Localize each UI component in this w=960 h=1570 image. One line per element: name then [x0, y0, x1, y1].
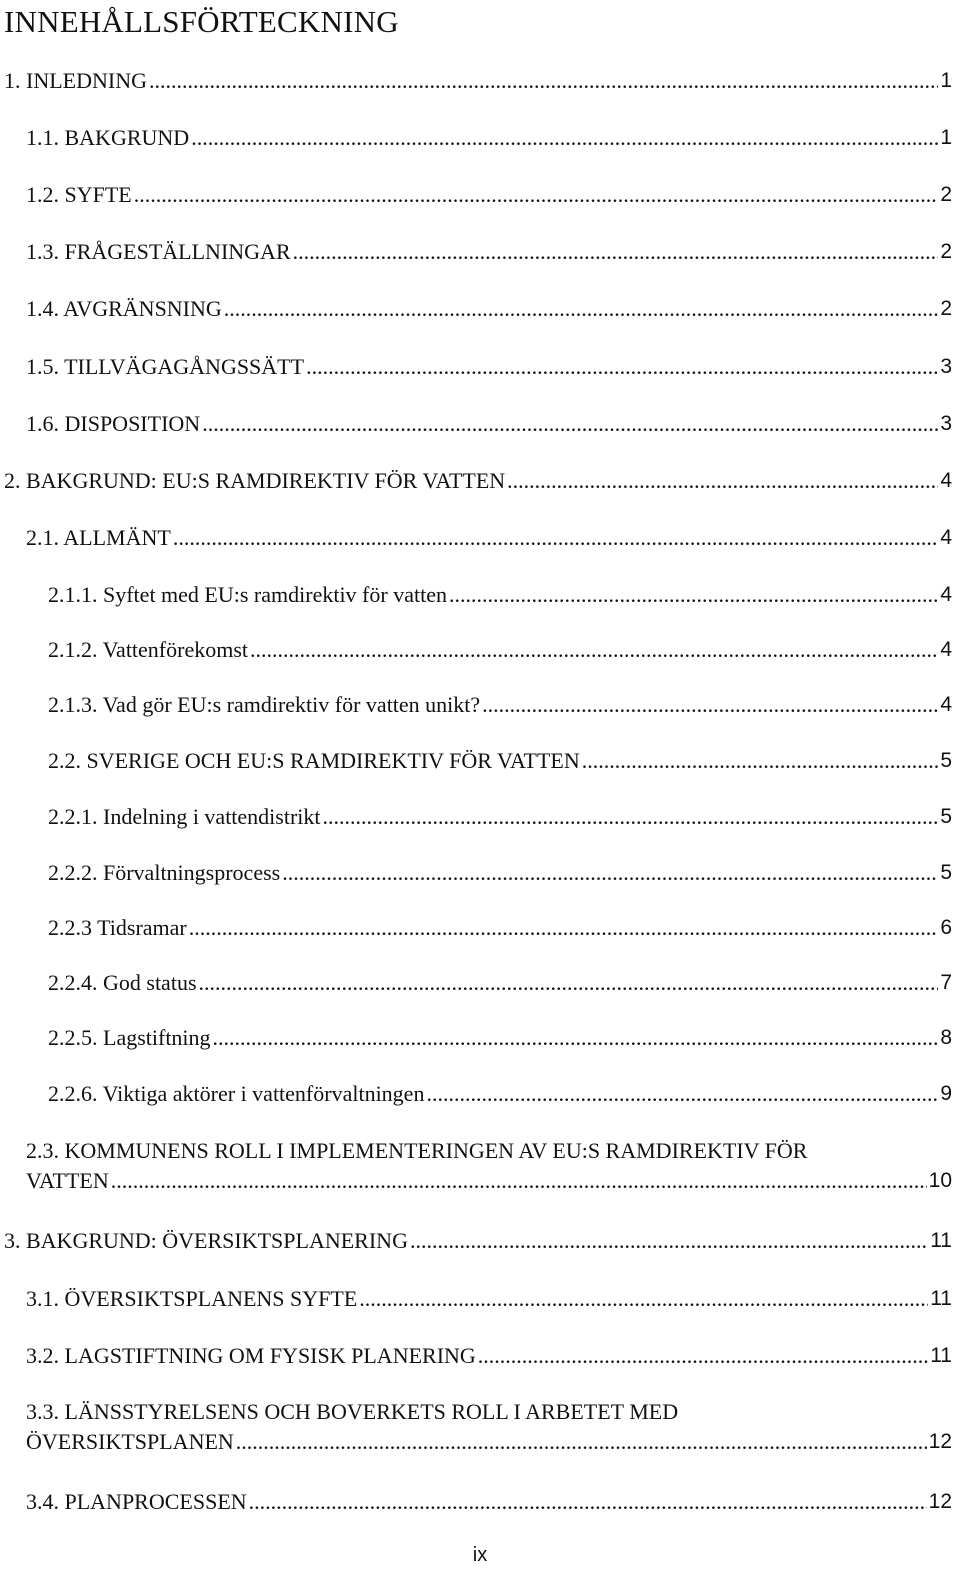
- page-number: ix: [472, 1544, 488, 1566]
- toc-entry[interactable]: [26, 237, 952, 267]
- toc-title: INNEHÅLLSFÖRTECKNING: [4, 4, 399, 39]
- toc-entry-page: 4: [940, 526, 952, 549]
- toc-entry-page: 8: [940, 1026, 952, 1049]
- toc-entry-page: 4: [940, 469, 952, 492]
- toc-entry-page: 3: [940, 412, 952, 435]
- toc-entry-label: 1.4. AVGRÄNSNING: [26, 296, 222, 321]
- dot-leader: [149, 66, 938, 96]
- dot-leader: [236, 1427, 927, 1457]
- toc-entry-page: 2: [940, 297, 952, 320]
- dot-leader: [306, 352, 938, 382]
- toc-entry-label: 2.2. SVERIGE OCH EU:S RAMDIREKTIV FÖR VATTEN: [48, 748, 580, 773]
- toc-entry-page: 12: [928, 1430, 952, 1453]
- toc-entry-label: 1.6. DISPOSITION: [26, 411, 201, 436]
- toc-entry-label-continued: ÖVERSIKTSPLANEN: [26, 1429, 234, 1454]
- dot-leader: [507, 466, 938, 496]
- toc-entry[interactable]: [48, 690, 952, 720]
- toc-entry-page: 4: [940, 693, 952, 716]
- toc-entry[interactable]: [26, 123, 952, 153]
- toc-entry[interactable]: [26, 1341, 952, 1371]
- toc-entry-label: 2.2.2. Förvaltningsprocess: [48, 860, 281, 885]
- toc-entry[interactable]: [48, 913, 952, 943]
- toc-entry-page: 2: [940, 240, 952, 263]
- toc-entry-page: 1: [940, 69, 952, 92]
- toc-entry[interactable]: [26, 180, 952, 210]
- dot-leader: [213, 1023, 939, 1053]
- dot-leader: [359, 1284, 928, 1314]
- toc-entry-label: 2.1. ALLMÄNT: [26, 525, 171, 550]
- dot-leader: [410, 1226, 928, 1256]
- toc-entry-label: 1.1. BAKGRUND: [26, 125, 190, 150]
- toc-entry[interactable]: [4, 1226, 952, 1256]
- toc-entry-page: 1: [940, 126, 952, 149]
- toc-entry-page: 7: [940, 971, 952, 994]
- toc-entry-label: 3.4. PLANPROCESSEN: [26, 1489, 247, 1514]
- dot-leader: [478, 1341, 928, 1371]
- toc-entry-page: 9: [940, 1082, 952, 1105]
- dot-leader: [250, 635, 938, 665]
- toc-entry-page: 11: [930, 1344, 952, 1367]
- toc-entry[interactable]: [48, 968, 952, 998]
- dot-leader: [224, 294, 939, 324]
- toc-entry-page: 4: [940, 638, 952, 661]
- toc-entry-page: 5: [940, 861, 952, 884]
- toc-entry[interactable]: [48, 802, 952, 832]
- toc-entry[interactable]: [48, 858, 952, 888]
- dot-leader: [293, 237, 939, 267]
- toc-entry[interactable]: [48, 580, 952, 610]
- dot-leader: [282, 858, 938, 888]
- toc-entry-label: 1. INLEDNING: [4, 68, 147, 93]
- dot-leader: [191, 123, 938, 153]
- toc-entry[interactable]: [26, 1487, 952, 1517]
- toc-entry-label: 2.2.6. Viktiga aktörer i vattenförvaltningen: [48, 1081, 425, 1106]
- toc-entry-label-continued: VATTEN: [26, 1168, 109, 1193]
- toc-entry-page: 5: [940, 805, 952, 828]
- toc-entry-label: 3.2. LAGSTIFTNING OM FYSISK PLANERING: [26, 1343, 476, 1368]
- toc-entry-page: 5: [940, 749, 952, 772]
- toc-entry-label: 3. BAKGRUND: ÖVERSIKTSPLANERING: [4, 1228, 408, 1253]
- dot-leader: [323, 802, 939, 832]
- toc-entry-label: 2.1.1. Syftet med EU:s ramdirektiv för vatten: [48, 582, 447, 607]
- toc-entry[interactable]: [26, 352, 952, 382]
- toc-entry-page: 11: [930, 1229, 952, 1252]
- toc-entry-page: 11: [930, 1287, 952, 1310]
- dot-leader: [426, 1079, 938, 1109]
- toc-entry-label: 2. BAKGRUND: EU:S RAMDIREKTIV FÖR VATTEN: [4, 468, 506, 493]
- toc-entry-page: 12: [928, 1490, 952, 1513]
- toc-entry-label: 2.2.5. Lagstiftning: [48, 1025, 211, 1050]
- dot-leader: [482, 690, 938, 720]
- dot-leader: [202, 409, 938, 439]
- toc-entry[interactable]: [26, 409, 952, 439]
- dot-leader: [199, 968, 939, 998]
- dot-leader: [189, 913, 939, 943]
- toc-entry[interactable]: [26, 294, 952, 324]
- toc-entry[interactable]: [48, 1079, 952, 1109]
- toc-entry[interactable]: [4, 66, 952, 96]
- toc-entry[interactable]: [48, 1023, 952, 1053]
- toc-entry-page: 10: [928, 1169, 952, 1192]
- dot-leader: [582, 746, 939, 776]
- dot-leader: [173, 523, 938, 553]
- dot-leader: [449, 580, 938, 610]
- toc-entry-page: 3: [940, 355, 952, 378]
- toc-entry[interactable]: [4, 466, 952, 496]
- toc-entry-label: 1.2. SYFTE: [26, 182, 132, 207]
- toc-entry-label: 2.1.2. Vattenförekomst: [48, 637, 249, 662]
- toc-entry[interactable]: [26, 523, 952, 553]
- toc-entry-label: 3.3. LÄNSSTYRELSENS OCH BOVERKETS ROLL I ARBETET MED: [26, 1399, 679, 1424]
- toc-entry-page: 2: [940, 183, 952, 206]
- toc-entry[interactable]: [26, 1284, 952, 1314]
- toc-entry[interactable]: [48, 635, 952, 665]
- toc-entry[interactable]: [26, 1397, 952, 1457]
- toc-entry-page: 6: [940, 916, 952, 939]
- dot-leader: [249, 1487, 927, 1517]
- dot-leader: [111, 1166, 927, 1196]
- toc-entry-label: 2.1.3. Vad gör EU:s ramdirektiv för vatten unikt?: [48, 692, 481, 717]
- toc-entry[interactable]: [48, 746, 952, 776]
- toc-entry[interactable]: [26, 1136, 952, 1196]
- toc-entry-label: 2.2.3 Tidsramar: [48, 915, 187, 940]
- toc-entry-label: 2.3. KOMMUNENS ROLL I IMPLEMENTERINGEN AV EU:S RAMDIREKTIV FÖR: [26, 1138, 808, 1163]
- toc-entry-label: 2.2.1. Indelning i vattendistrikt: [48, 804, 321, 829]
- toc-entry-label: 3.1. ÖVERSIKTSPLANENS SYFTE: [26, 1286, 358, 1311]
- toc-entry-label: 2.2.4. God status: [48, 970, 197, 995]
- dot-leader: [134, 180, 939, 210]
- toc-entry-page: 4: [940, 583, 952, 606]
- toc-entry-label: 1.5. TILLVÄGAGÅNGSSÄTT: [26, 354, 305, 379]
- toc-entry-label: 1.3. FRÅGESTÄLLNINGAR: [26, 239, 291, 264]
